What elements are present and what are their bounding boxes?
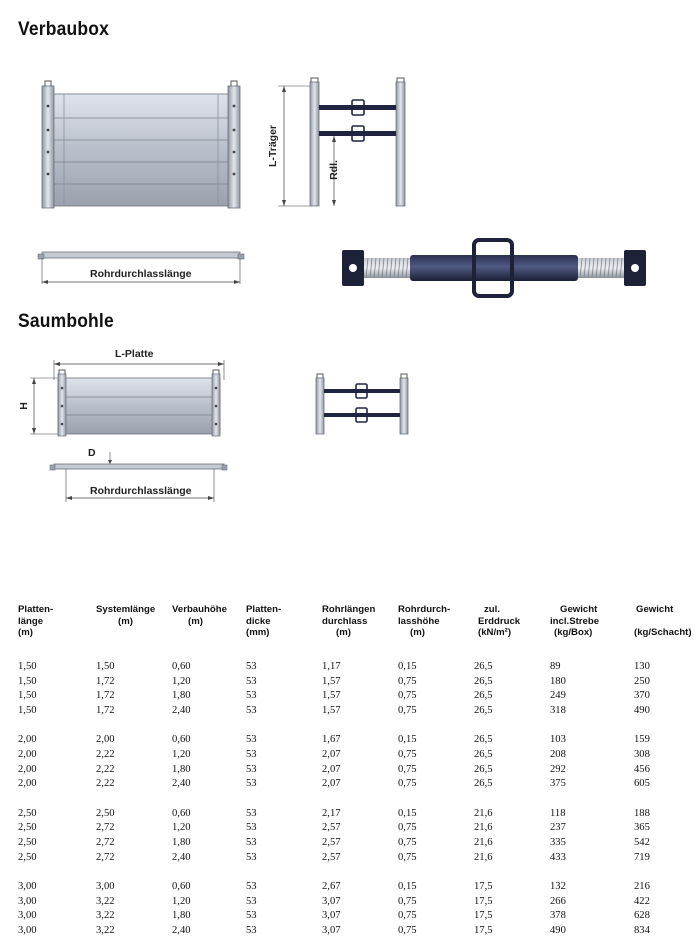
table-cell: 422 (634, 895, 650, 907)
table-cell: 21,6 (474, 851, 493, 863)
table-row (18, 777, 694, 792)
table-cell: 53 (246, 924, 257, 936)
table-cell: 2,72 (96, 836, 115, 848)
table-cell: 2,00 (18, 748, 37, 760)
table-cell: 1,20 (172, 822, 191, 834)
table-cell: 308 (634, 748, 650, 760)
table-cell: 335 (550, 836, 566, 848)
table-cell: 17,5 (474, 895, 493, 907)
table-cell: 2,57 (322, 851, 341, 863)
table-cell: 490 (550, 924, 566, 936)
table-cell: 53 (246, 895, 257, 907)
table-cell: 0,75 (398, 763, 417, 775)
table-cell: 3,07 (322, 924, 341, 936)
table-cell: 3,00 (18, 881, 37, 893)
table-cell: 1,72 (96, 690, 115, 702)
table-row (18, 733, 694, 748)
strut-detail-drawing (340, 236, 650, 300)
table-cell: 0,75 (398, 851, 417, 863)
table-cell: 1,72 (96, 675, 115, 687)
table-cell: 2,40 (172, 924, 191, 936)
table-cell: 0,75 (398, 748, 417, 760)
table-cell: 2,07 (322, 748, 341, 760)
h-label: H (17, 402, 30, 410)
table-cell: 53 (246, 661, 257, 672)
table-cell: 2,40 (172, 704, 191, 716)
table-cell: 130 (634, 661, 650, 672)
table-cell: 53 (246, 690, 257, 702)
table-row (18, 836, 694, 851)
verbaubox-top-drawing (38, 246, 248, 286)
group-spacer (18, 792, 694, 807)
table-cell: 1,20 (172, 675, 191, 687)
table-cell: 1,57 (322, 704, 341, 716)
table-row (18, 880, 694, 895)
table-row (18, 851, 694, 866)
table-cell: 53 (246, 807, 257, 819)
group-spacer (18, 718, 694, 733)
table-cell: 2,50 (18, 822, 37, 834)
verbaubox-front-drawing (40, 78, 245, 208)
verbaubox-title: Verbaubox (18, 19, 110, 40)
header-rohrlaengen-durchlass: Rohrlängen durchlass (m) (322, 604, 376, 639)
table-cell: 0,15 (398, 734, 417, 746)
table-cell: 26,5 (474, 778, 493, 790)
table-cell: 17,5 (474, 881, 493, 893)
table-cell: 216 (634, 881, 650, 893)
table-cell: 237 (550, 822, 566, 834)
table-cell: 2,72 (96, 822, 115, 834)
table-cell: 53 (246, 734, 257, 746)
table-cell: 628 (634, 910, 650, 922)
table-cell: 0,75 (398, 924, 417, 936)
table-cell: 0,75 (398, 704, 417, 716)
table-cell: 1,57 (322, 690, 341, 702)
table-cell: 159 (634, 734, 650, 746)
table-cell: 103 (550, 734, 566, 746)
table-cell: 378 (550, 910, 566, 922)
table-cell: 1,57 (322, 675, 341, 687)
table-cell: 3,00 (18, 910, 37, 922)
table-cell: 208 (550, 748, 566, 760)
table-cell: 1,50 (18, 704, 37, 716)
table-cell: 375 (550, 778, 566, 790)
table-cell: 0,60 (172, 661, 191, 672)
table-cell: 0,75 (398, 690, 417, 702)
table-cell: 0,75 (398, 895, 417, 907)
table-cell: 2,07 (322, 778, 341, 790)
header-gewicht-box: Gewicht incl.Strebe (kg/Box) (550, 604, 600, 639)
table-cell: 26,5 (474, 734, 493, 746)
table-cell: 2,00 (18, 778, 37, 790)
table-cell: 1,80 (172, 763, 191, 775)
table-cell: 365 (634, 822, 650, 834)
header-rohrdurchlasshoehe: Rohrdurch- lasshöhe (m) (398, 604, 451, 639)
table-cell: 132 (550, 881, 566, 893)
table-cell: 3,07 (322, 895, 341, 907)
table-cell: 0,75 (398, 910, 417, 922)
table-cell: 53 (246, 851, 257, 863)
table-cell: 53 (246, 763, 257, 775)
table-cell: 0,75 (398, 778, 417, 790)
table-cell: 1,20 (172, 895, 191, 907)
table-cell: 292 (550, 763, 566, 775)
table-cell: 2,50 (18, 807, 37, 819)
table-cell: 3,22 (96, 924, 115, 936)
table-cell: 0,15 (398, 881, 417, 893)
table-body (18, 660, 694, 939)
header-verbauhoehe: Verbauhöhe (m) (172, 604, 227, 627)
table-cell: 21,6 (474, 807, 493, 819)
table-cell: 0,15 (398, 661, 417, 672)
table-cell: 2,57 (322, 822, 341, 834)
table-cell: 26,5 (474, 661, 493, 672)
table-cell: 2,00 (18, 734, 37, 746)
table-row (18, 909, 694, 924)
table-row (18, 689, 694, 704)
table-cell: 2,00 (96, 734, 115, 746)
table-cell: 17,5 (474, 910, 493, 922)
saumbohle-title: Saumbohle (18, 311, 114, 332)
table-row (18, 675, 694, 690)
table-cell: 2,22 (96, 748, 115, 760)
table-cell: 433 (550, 851, 566, 863)
group-spacer (18, 865, 694, 880)
table-cell: 0,60 (172, 807, 191, 819)
table-cell: 370 (634, 690, 650, 702)
table-cell: 2,00 (18, 763, 37, 775)
table-cell: 53 (246, 748, 257, 760)
table-cell: 1,67 (322, 734, 341, 746)
table-cell: 2,50 (96, 807, 115, 819)
table-cell: 188 (634, 807, 650, 819)
table-cell: 53 (246, 836, 257, 848)
table-cell: 53 (246, 881, 257, 893)
table-cell: 3,07 (322, 910, 341, 922)
table-cell: 1,72 (96, 704, 115, 716)
table-cell: 834 (634, 924, 650, 936)
table-cell: 249 (550, 690, 566, 702)
table-cell: 2,50 (18, 836, 37, 848)
table-cell: 318 (550, 704, 566, 716)
table-cell: 3,00 (96, 881, 115, 893)
table-cell: 1,50 (18, 690, 37, 702)
spec-table (18, 604, 694, 939)
table-cell: 0,60 (172, 881, 191, 893)
table-cell: 17,5 (474, 924, 493, 936)
table-cell: 21,6 (474, 822, 493, 834)
table-cell: 2,07 (322, 763, 341, 775)
table-cell: 1,17 (322, 661, 341, 672)
table-row (18, 704, 694, 719)
table-cell: 490 (634, 704, 650, 716)
header-systemlaenge: Systemlänge (m) (96, 604, 156, 627)
table-cell: 89 (550, 661, 561, 672)
header-gewicht-schacht: Gewicht (kg/Schacht) (634, 604, 692, 639)
table-cell: 53 (246, 778, 257, 790)
table-cell: 180 (550, 675, 566, 687)
table-header-row (18, 604, 694, 660)
table-row (18, 821, 694, 836)
saumbohle-side-drawing (312, 372, 414, 436)
rohrdurchlasslaenge-label-1: Rohrdurchlasslänge (90, 268, 192, 280)
table-cell: 26,5 (474, 748, 493, 760)
table-cell: 26,5 (474, 690, 493, 702)
table-cell: 0,15 (398, 807, 417, 819)
table-cell: 2,57 (322, 836, 341, 848)
table-cell: 719 (634, 851, 650, 863)
verbaubox-side-drawing (270, 78, 420, 210)
l-platte-label: L-Platte (115, 348, 154, 360)
table-cell: 542 (634, 836, 650, 848)
table-cell: 1,50 (18, 661, 37, 672)
table-cell: 2,40 (172, 851, 191, 863)
saumbohle-top-drawing (50, 452, 230, 506)
header-zul-erddruck: zul. Erddruck (kN/m²) (478, 604, 521, 639)
table-row (18, 895, 694, 910)
table-cell: 456 (634, 763, 650, 775)
table-cell: 1,80 (172, 836, 191, 848)
table-cell: 2,72 (96, 851, 115, 863)
header-plattenlaenge: Platten- länge (m) (18, 604, 54, 639)
table-cell: 605 (634, 778, 650, 790)
table-cell: 0,75 (398, 675, 417, 687)
table-cell: 3,00 (18, 895, 37, 907)
table-cell: 2,40 (172, 778, 191, 790)
table-cell: 2,50 (18, 851, 37, 863)
d-label: D (88, 447, 96, 459)
table-cell: 0,75 (398, 822, 417, 834)
table-cell: 3,22 (96, 895, 115, 907)
table-cell: 53 (246, 675, 257, 687)
l-traeger-label: L-Träger (267, 124, 280, 168)
table-cell: 53 (246, 822, 257, 834)
table-cell: 21,6 (474, 836, 493, 848)
table-cell: 0,75 (398, 836, 417, 848)
table-cell: 53 (246, 910, 257, 922)
table-cell: 118 (550, 807, 566, 819)
table-cell: 1,80 (172, 690, 191, 702)
table-cell: 2,67 (322, 881, 341, 893)
table-cell: 2,22 (96, 763, 115, 775)
table-row (18, 763, 694, 778)
table-cell: 1,80 (172, 910, 191, 922)
table-cell: 3,00 (18, 924, 37, 936)
table-cell: 26,5 (474, 763, 493, 775)
rohrdurchlasslaenge-label-2: Rohrdurchlasslänge (90, 485, 192, 497)
rdl-label: Rdl. (327, 160, 340, 180)
table-cell: 250 (634, 675, 650, 687)
table-row (18, 924, 694, 939)
table-cell: 26,5 (474, 675, 493, 687)
table-cell: 1,50 (18, 675, 37, 687)
table-cell: 1,20 (172, 748, 191, 760)
table-cell: 0,60 (172, 734, 191, 746)
table-row (18, 748, 694, 763)
table-cell: 266 (550, 895, 566, 907)
saumbohle-front-drawing (24, 354, 234, 440)
header-plattendicke: Platten- dicke (mm) (246, 604, 282, 639)
table-row (18, 807, 694, 822)
table-cell: 1,50 (96, 661, 115, 672)
table-cell: 3,22 (96, 910, 115, 922)
table-cell: 2,22 (96, 778, 115, 790)
table-cell: 26,5 (474, 704, 493, 716)
table-row (18, 660, 694, 675)
table-cell: 2,17 (322, 807, 341, 819)
table-cell: 53 (246, 704, 257, 716)
